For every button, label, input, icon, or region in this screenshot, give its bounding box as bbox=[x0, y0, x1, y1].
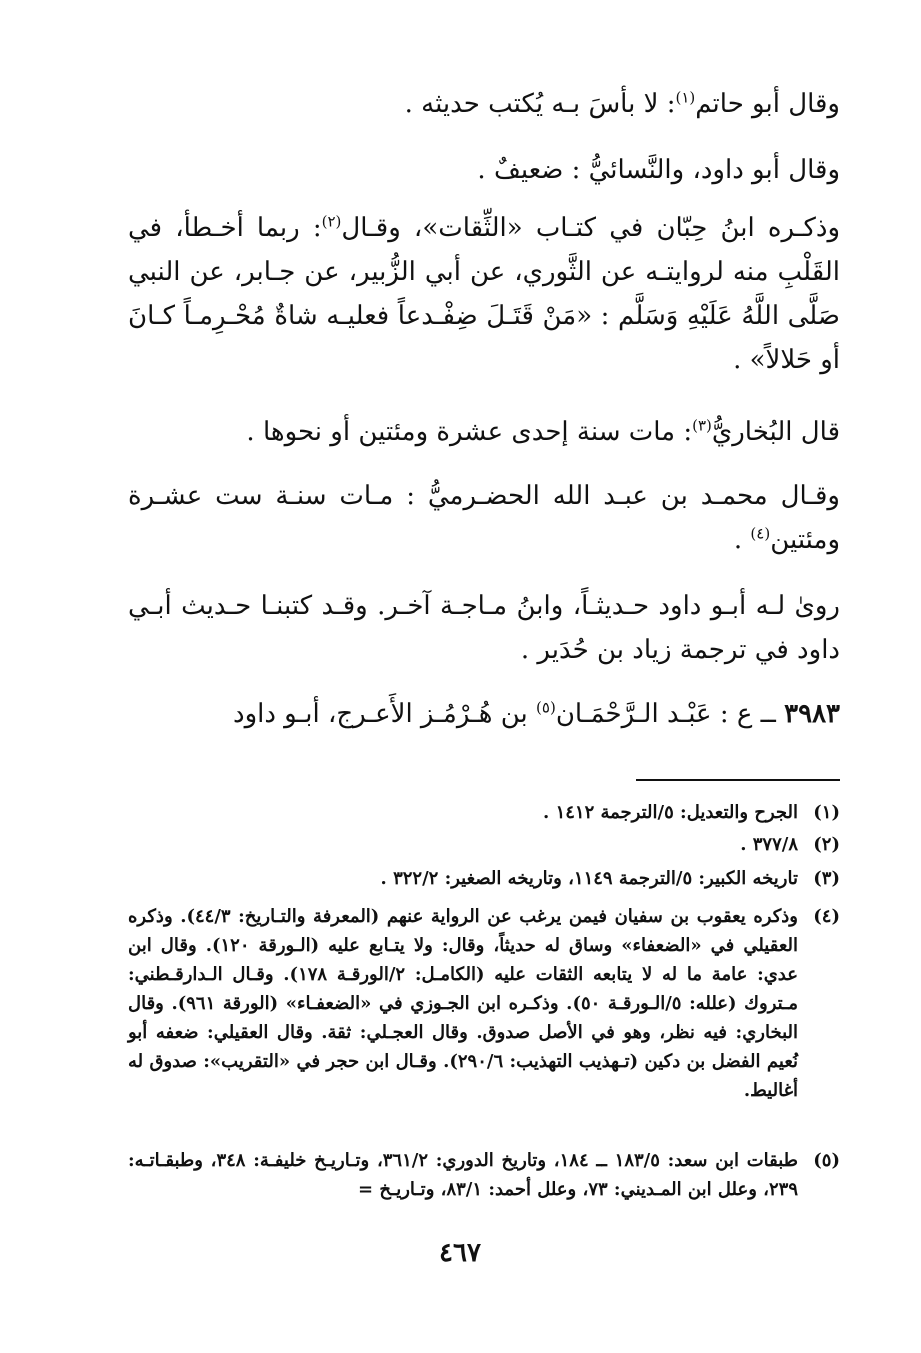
footnote-number: (٤) bbox=[813, 906, 840, 927]
footnote-3 bbox=[128, 864, 840, 893]
paragraph-4-before: قال البُخاريُّ bbox=[711, 417, 840, 447]
entry-number: ٣٩٨٣ bbox=[784, 699, 840, 729]
footnote-text: تاريخه الكبير: ٥/الترجمة ١١٤٩، وتاريخه الصغير: ٣٢٢/٢ . bbox=[380, 868, 798, 889]
paragraph-1-before: وقال أبو حاتم bbox=[695, 89, 840, 119]
paragraph-2-text: وقال أبو داود، والنَّسائيُّ : ضعيفٌ . bbox=[477, 155, 840, 185]
footnote-2 bbox=[128, 830, 840, 859]
paragraph-6-text: روىٰ لـه أبـو داود حـديثـاً، وابنُ مـاجـة آخـر. وقـد كتبنـا حـديث أبـي داود في ترجمة زياد بن حُدَير . bbox=[128, 591, 840, 665]
footnote-number: (٢) bbox=[813, 834, 840, 855]
entry-heading-before: ــ ع : عَبْـد الـرَّحْمَـان bbox=[555, 699, 785, 729]
entry-heading-after: بن هُـرْمُـز الأَعـرج، أبـو داود bbox=[232, 699, 537, 729]
page-number: ٤٦٧ bbox=[439, 1238, 481, 1268]
footnote-number: (٥) bbox=[813, 1150, 840, 1171]
footnote-text: ٣٧٧/٨ . bbox=[740, 834, 798, 855]
paragraph-3-part1: وذكـره ابنُ حِبّان في كتـاب «الثِّقات»، وقـال bbox=[341, 213, 840, 243]
paragraph-1-after: : لا بأسَ بـه يُكتب حديثه . bbox=[404, 89, 676, 119]
paragraph-5-after: . bbox=[733, 525, 751, 555]
footnote-5 bbox=[128, 1146, 840, 1206]
footnote-text: طبقات ابن سعد: ١٨٣/٥ ــ ١٨٤، وتاريخ الدوري: ٣٦١/٢، وتـاريـخ خليفـة: ٣٤٨، وطبقـاتـه: ٢٣٩، وعلل ابن المـديني: ٧٣، وعلل أحمد: ٨٣/١، وتـاريـخ = bbox=[128, 1150, 798, 1200]
footnote-number: (١) bbox=[813, 802, 840, 823]
footnote-text: الجرح والتعديل: ٥/الترجمة ١٤١٢ . bbox=[543, 802, 798, 823]
footnote-ref-3[interactable]: (٣) bbox=[692, 416, 712, 435]
footnote-ref-1[interactable]: (١) bbox=[675, 88, 696, 107]
footnote-ref-4[interactable]: (٤) bbox=[750, 524, 771, 543]
footnote-text: وذكره يعقوب بن سفيان فيمن يرغب عن الرواية عنهم (المعرفة والتـاريخ: ٤٤/٣). وذكره العقيلي في «الضعفاء» وساق له حديثاً، وقال: ولا يتـابع عليه (الـورقة ١٢٠). وقال ابن عدي: عامة ما له لا يتابعه الثقات عليه (الكامـل: ٢/الورقـة ١٧٨). وقـال الـدارقـطني: مـتروك (علله: ٥/الـورقـة ٥٠). وذكـره ابن الجـوزي في «الضعفـاء» (الورقة ٩٦١). وقال البخاري: فيه نظر، وهو في الأصل صدوق. وقال العجـلي: ثقة. وقال العقيلي: ضعفه أبو نُعيم الفضل بن دكين (تـهذيب التهذيب: ٢٩٠/٦). وقـال ابن حجر في «التقريب»: صدوق له أغاليط. bbox=[128, 906, 799, 1101]
footnote-1 bbox=[128, 798, 840, 827]
footnote-number: (٣) bbox=[813, 868, 840, 889]
paragraph-4-after: : مات سنة إحدى عشرة ومئتين أو نحوها . bbox=[246, 417, 693, 447]
footnotes bbox=[128, 0, 840, 1220]
footnote-ref-2[interactable]: (٢) bbox=[321, 212, 342, 231]
paragraph-5-before: وقـال محمـد بن عبـد الله الحضـرميُّ : مـات سنـة ست عشـرة ومئتين bbox=[128, 481, 840, 555]
footnote-4 bbox=[128, 902, 840, 1134]
paragraph-3-part2: : ربما أخـطأ، في القَلْبِ منه لروايتـه عن الثَّوري، عن أبي الزُّبير، عن جـابر، عن النبي صَلَّى اللَّهُ عَلَيْهِ وَسَلَّم : «مَنْ قَتَـلَ ضِفْـدعاً فعليـه شاةٌ مُحْـرِمـاً كـانَ أو حَلالاً» . bbox=[128, 213, 840, 375]
footnote-ref-5[interactable]: (٥) bbox=[536, 698, 556, 717]
